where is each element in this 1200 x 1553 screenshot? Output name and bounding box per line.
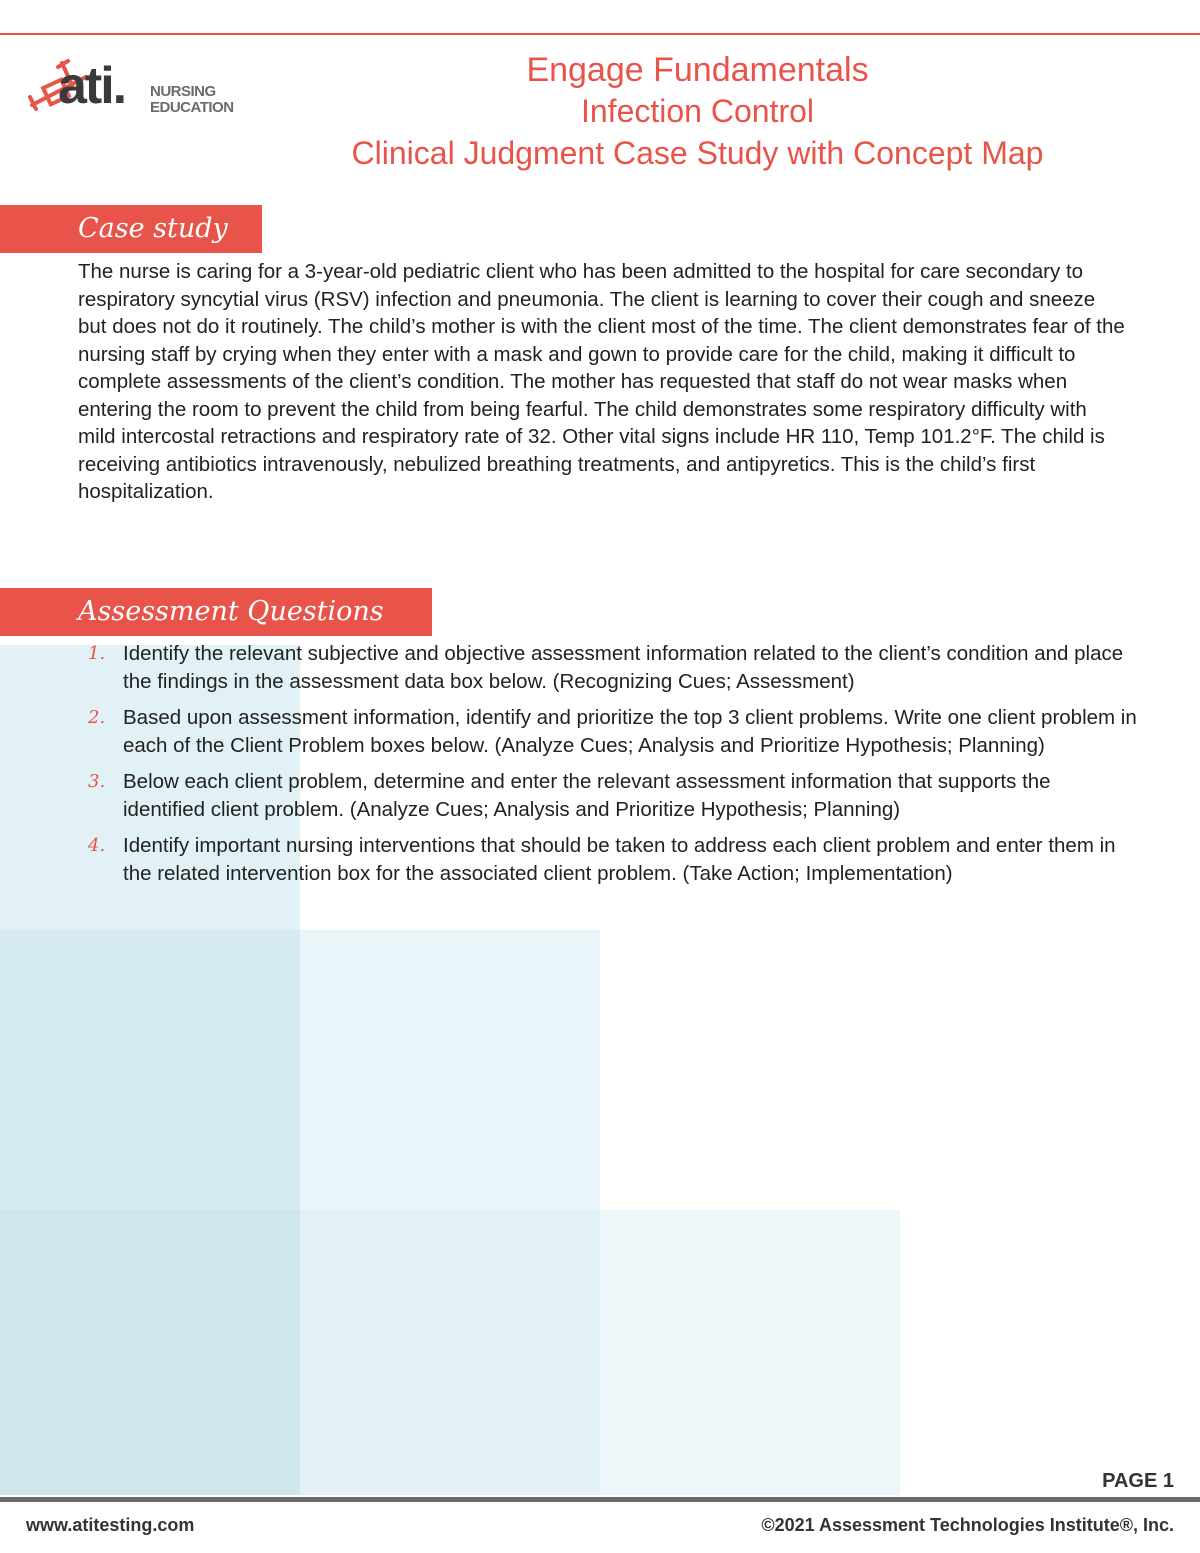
footer-divider [0, 1497, 1200, 1502]
page-title: Engage Fundamentals [526, 51, 869, 89]
question-text: Based upon assessment information, identify and prioritize the top 3 client problems. Write one client problem in each of the Client Problem boxes below. (Analyze Cues; Analysis and Prioritize Hypothesis; Planning) [123, 706, 1137, 757]
question-number: 4. [88, 835, 106, 856]
footer-copyright: ©2021 Assessment Technologies Institute®, Inc. [761, 1515, 1174, 1535]
case-study-text: The nurse is caring for a 3-year-old pediatric client who has been admitted to the hospital for care secondary to respiratory syncytial virus (RSV) infection and pneumonia. The client is learning to cover their cough and sneeze but does not do it routinely. The child’s mother is with the client most of the time. The client demonstrates fear of the nursing staff by crying when they enter with a mask and gown to provide care for the child, making it difficult to complete assessments of the client’s condition. The mother has requested that staff do not wear masks when entering the room to prevent the child from being fearful. The child demonstrates some respiratory difficulty with mild intercostal retractions and respiratory rate of 32. Other vital signs include HR 110, Temp 101.2°F. The child is receiving antibiotics intravenously, nebulized breathing treatments, and antipyretics. This is the child’s first hospitalization. [78, 260, 1125, 503]
page-title-block [260, 50, 1135, 174]
logo-subtitle [150, 84, 234, 116]
logo-line1: NURSING [150, 83, 216, 100]
list-item [78, 768, 1138, 823]
question-number: 1. [88, 643, 106, 664]
background-block [0, 1210, 300, 1495]
top-rule [0, 33, 1200, 35]
list-item [78, 832, 1138, 887]
page-subtitle-2: Clinical Judgment Case Study with Concept Map [351, 135, 1044, 171]
case-study-heading: Case study [0, 205, 262, 253]
assessment-question-list [78, 640, 1138, 896]
background-block [600, 1210, 900, 1495]
assessment-heading: Assessment Questions [0, 588, 432, 636]
background-block [300, 1210, 600, 1495]
footer-website-link[interactable]: www.atitesting.com [26, 1515, 195, 1535]
question-text: Identify the relevant subjective and objective assessment information related to the client’s condition and place the findings in the assessment data box below. (Recognizing Cues; Assessment) [123, 642, 1124, 693]
page-number: PAGE 1 [1102, 1470, 1174, 1492]
list-item [78, 704, 1138, 759]
question-number: 2. [88, 707, 106, 728]
question-text: Below each client problem, determine and enter the relevant assessment information that supports the identified client problem. (Analyze Cues; Analysis and Prioritize Hypothesis; Planning) [123, 770, 1051, 821]
question-text: Identify important nursing interventions that should be taken to address each client problem and enter them in the related intervention box for the associated client problem. (Take Action; Implementation) [123, 834, 1116, 885]
list-item [78, 640, 1138, 695]
question-number: 3. [88, 771, 106, 792]
page-subtitle: Infection Control [580, 93, 814, 129]
logo-line2: EDUCATION [150, 99, 234, 116]
logo-brand: ati. [58, 57, 126, 115]
